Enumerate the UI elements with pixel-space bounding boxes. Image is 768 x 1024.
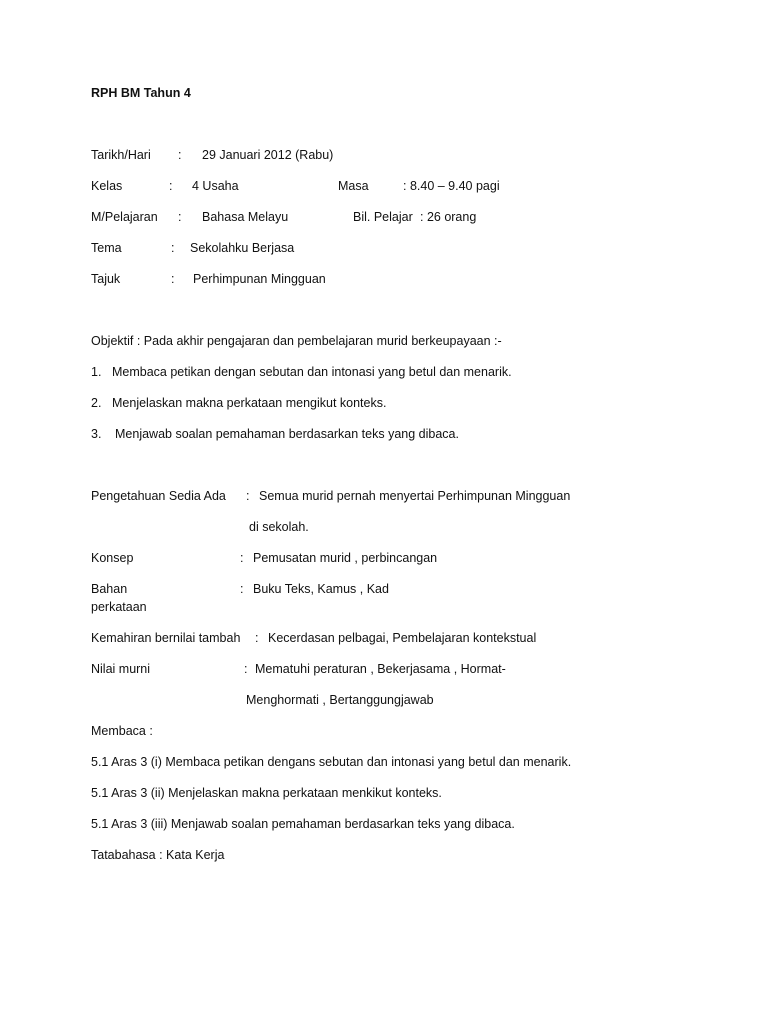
objektif-item-text: Menjawab soalan pemahaman berdasarkan teks yang dibaca. [115, 427, 459, 441]
bahan-label-continued: perkataan [91, 600, 147, 614]
tatabahasa-line: Tatabahasa : Kata Kerja [91, 848, 225, 862]
membaca-item: 5.1 Aras 3 (i) Membaca petikan dengans sebutan dan intonasi yang betul dan menarik. [91, 755, 572, 769]
bahan-label: Bahan [91, 582, 128, 596]
kelas-value: 4 Usaha [192, 179, 239, 193]
mpelajaran-value: Bahasa Melayu [202, 210, 289, 224]
masa-value: : 8.40 – 9.40 pagi [403, 179, 500, 193]
objektif-item-text: Membaca petikan dengan sebutan dan intonasi yang betul dan menarik. [112, 365, 512, 379]
bil-pelajar-label: Bil. Pelajar [353, 210, 413, 224]
nilai-label: Nilai murni [91, 662, 151, 676]
tarikh-sep: : [178, 148, 182, 162]
objektif-item-number: 1. [91, 365, 102, 379]
tajuk-sep: : [171, 272, 175, 286]
objektif-heading: Objektif : Pada akhir pengajaran dan pembelajaran murid berkeupayaan :- [91, 334, 502, 348]
bahan-value: Buku Teks, Kamus , Kad [253, 582, 389, 596]
document-title: RPH BM Tahun 4 [91, 86, 191, 100]
konsep-value: Pemusatan murid , perbincangan [253, 551, 438, 565]
tema-label: Tema [91, 241, 122, 255]
pengetahuan-sep: : [246, 489, 250, 503]
objektif-item-number: 3. [91, 427, 102, 441]
membaca-item: 5.1 Aras 3 (ii) Menjelaskan makna perkataan menkikut konteks. [91, 786, 442, 800]
konsep-label: Konsep [91, 551, 134, 565]
membaca-item: 5.1 Aras 3 (iii) Menjawab soalan pemahaman berdasarkan teks yang dibaca. [91, 817, 515, 831]
konsep-sep: : [240, 551, 244, 565]
kelas-label: Kelas [91, 179, 123, 193]
kemahiran-sep: : [255, 631, 259, 645]
kemahiran-value: Kecerdasan pelbagai, Pembelajaran kontekstual [268, 631, 537, 645]
tema-value: Sekolahku Berjasa [190, 241, 295, 255]
nilai-value-continued: Menghormati , Bertanggungjawab [246, 693, 434, 707]
bil-pelajar-value: : 26 orang [420, 210, 477, 224]
tema-sep: : [171, 241, 175, 255]
mpelajaran-label: M/Pelajaran [91, 210, 158, 224]
tajuk-value: Perhimpunan Mingguan [193, 272, 326, 286]
tarikh-value: 29 Januari 2012 (Rabu) [202, 148, 334, 162]
objektif-item-text: Menjelaskan makna perkataan mengikut konteks. [112, 396, 387, 410]
tajuk-label: Tajuk [91, 272, 121, 286]
nilai-value: Mematuhi peraturan , Bekerjasama , Hormat- [255, 662, 506, 676]
nilai-sep: : [244, 662, 248, 676]
membaca-heading: Membaca : [91, 724, 153, 738]
mpelajaran-sep: : [178, 210, 182, 224]
bahan-sep: : [240, 582, 244, 596]
kemahiran-label: Kemahiran bernilai tambah [91, 631, 241, 645]
pengetahuan-value-continued: di sekolah. [249, 520, 309, 534]
pengetahuan-value: Semua murid pernah menyertai Perhimpunan Mingguan [259, 489, 571, 503]
masa-label: Masa [338, 179, 369, 193]
tarikh-label: Tarikh/Hari [91, 148, 151, 162]
kelas-sep: : [169, 179, 173, 193]
objektif-item-number: 2. [91, 396, 102, 410]
pengetahuan-label: Pengetahuan Sedia Ada [91, 489, 226, 503]
